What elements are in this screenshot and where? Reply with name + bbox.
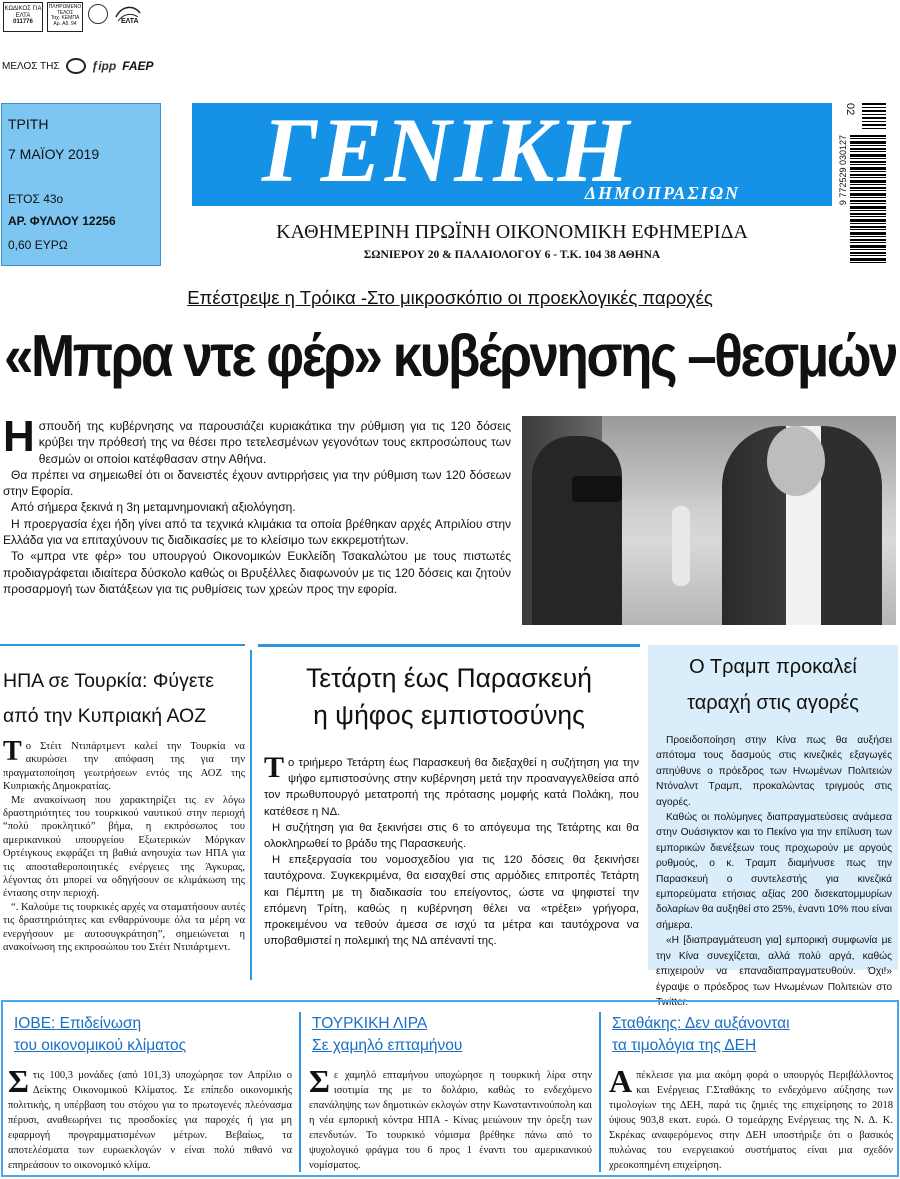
bottom-story-3-text: πέκλεισε για μια ακόμη φορά ο υπουργός Περιβάλλοντος και Ενέργειας Γ.Σταθάκης το ενδεχόμενο αύξησης των τιμολογίων της ΔΕΗ, παρά τις ζημιές της επιχείρησης το 2018 ύψους 903,8 εκατ. ευρώ. Ο τομεάρχης Ενέργειας της Ν. Δ. Κ. Σκρέκας αναφερόμενος στην ΔΕΗ υποστήριξε ότι ο βασικός πυλώνας του ενεργειακού συστήματος είναι μια σχεδόν χρεοκοπημένη επιχείρηση. [609,1070,893,1171]
bottom-story-3-body [609,1063,893,1173]
masthead-banner [192,99,832,206]
barcode-addon-bars [862,103,886,131]
bottom-story-3-paragraph [609,1063,893,1173]
barcode [840,103,890,268]
left-drop-cap: Τ [3,736,22,767]
bottom-story-1-text: τις 100,3 μονάδες (από 101,3) υποχώρησε τον Απρίλιο ο Δείκτης Οικονομικού Κλίματος. Σε επίπεδο οικονομικής πολιτικής, η υπέρβαση του στόχου για το πρωτογενές πλεόνασμα πέρυσι, αναθεωρήνει τις προσδοκίες για παροχές ή για μη εφαρμογή προγραμματισμένων μέτρων. Βεβαίως, τα αποτελέσματα των ευρωεκλογών ν είναι πολύ πιθανό να επηρεάσουν το οικονομικό κλίμα. [8,1070,292,1171]
bottom-story-1-drop-cap: Σ [8,1063,29,1099]
masthead-subtitle: ΔΗΜΟΠΡΑΣΙΩΝ [584,183,740,203]
barcode-number: 9 772529 030127 [838,135,848,206]
rule-vertical-1 [250,650,252,980]
bottom-story-3-drop-cap: Α [609,1063,633,1099]
issue-info-box [1,103,161,266]
photo-camera [572,476,622,502]
member-line [2,58,154,74]
masthead-tagline: ΚΑΘΗΜΕΡΙΝΗ ΠΡΩΪΝΗ ΟΙΚΟΝΟΜΙΚΗ ΕΦΗΜΕΡΙΔΑ [276,221,748,243]
bottom-story-1-headline-line-1: ΙΟΒΕ: Επιδείνωση [14,1015,142,1032]
right-paragraph-1: Προειδοποίηση στην Κίνα πως θα αυξήσει απότομα τους δασμούς στις κινεζικές εξαγωγές απηύθυνε ο πρόεδρος των Ηνωμένων Πολιτειών Ντόναλντ Τραμπ, προκαλώντας τριγμούς στις αγορές. [656,735,892,808]
barcode-issue-digits: 02 [844,103,856,116]
bottom-story-2-body [309,1063,592,1173]
lead-paragraph-1-text: σπουδή της κυβέρνησης να παρουσιάζει κυριακάτικα την ρύθμιση για τις 120 δόσεις κρύβει την πρόθεσή της να θέσει προ τετελεσμένων γεγονότων τους εκπροσώπους των θεσμών οι οποίοι κατέφθασαν στην Αθήνα. [38,419,511,466]
bottom-story-3-headline-line-1: Σταθάκης: Δεν αυξάνονται [612,1015,790,1032]
center-body [264,751,639,949]
lead-paragraph-4: Η προεργασία έχει ήδη γίνει από τα τεχνικά κλιμάκια τα οποία βρέθηκαν αρχές Απριλίου στην Ελλάδα για να επιταχύνουν τις διαδικασίες με το κλείσιμο των εκκρεμοτήτων. [3,516,511,548]
elta-code-value: 011776 [13,19,33,26]
trump-box [648,645,898,1008]
elta-code-stamp [3,2,43,32]
bottom-story-2-headline-line-2: Σε χαμηλό επταμήνου [312,1037,463,1054]
right-headline [648,649,898,721]
bottom-story-2-text: ε χαμηλό επταμήνου υποχώρησε η τουρκική λίρα στην ισοτιμία της με το δολάριο, καθώς το ενδεχόμενο επανάληψης των δημοτικών εκλογών στην Κωνσταντινούπολη και η νέα εμπορική κόντρα ΗΠΑ - Κίνας μειώνουν την όρεξη των επενδυτών. Το τουρκικό νόμισμα βρέθηκε πάνω από το ψυχολογικό φράγμα του 6 προς 1 έναντι του αμερικανικού νομίσματος. [309,1070,592,1171]
fipp-logo-icon [66,58,86,74]
right-headline-line-1: Ο Τραμπ προκαλεί [689,656,857,678]
issue-price: 0,60 ΕΥΡΩ [8,238,68,252]
bottom-story-2-headline-line-1: ΤΟΥΡΚΙΚΗ ΛΙΡΑ [312,1015,428,1032]
elta-code-label: ΚΩΔΙΚΟΣ ΓΙΑ ΕΛΤΑ [4,6,42,19]
right-paragraph-2: Καθώς οι πολύμηνες διαπραγματεύσεις ανάμεσα στην Ουάσιγκτον και το Πεκίνο για την επίλυση των εμπορικών διενέξεων τους προχωρούν με αργούς ρυθμούς, ο κ. Τραμπ διαμήνυσε πως την Παρασκευή ο συντελεστής για κινεζικά εμπορεύματα ετήσιας αξίας 200 δισεκατομμυρίων δολαρίων θα αυξηθεί στο 25%, έναντι 10% που είναι σήμερα. [656,812,892,931]
bottom-story-1-headline-line-2: του οικονομικού κλίματος [14,1037,187,1054]
left-paragraph-1-text: ο Στέιτ Ντιπάρτμεντ καλεί την Τουρκία να ακυρώσει την απόφαση της για την πραγματοποίηση γεωτρήσεων εντός της ΑΟΖ της Κυπριακής Δημοκρατίας. [3,741,245,793]
left-headline-line-1: ΗΠΑ σε Τουρκία: Φύγετε [3,670,214,692]
center-paragraph-1-text: ο τριήμερο Τετάρτη έως Παρασκευή θα διεξαχθεί η συζήτηση για την ψήφο εμπιστοσύνης στην κυβέρνηση μετά την προαναγγελθείσα από τον πρωθυπουργό μετατροπή της πρότασης μομφής κατά Πολάκη, που κατέθεσε η ΝΔ. [264,757,639,818]
bottom-story-2-drop-cap: Σ [309,1063,330,1099]
member-org: FAEP [122,59,154,73]
left-paragraph-1 [3,736,245,794]
member-text: ΜΕΛΟΣ ΤΗΣ [2,60,60,72]
left-body [3,736,245,955]
bottom-story-2-headline [312,1013,592,1057]
lead-drop-cap: Η [3,412,35,461]
center-paragraph-3: Η επεξεργασία του νομοσχεδίου για τις 120 δόσεις θα ξεκινήσει ταυτόχρονα. Συγκεκριμένα, θα εισαχθεί στις αρμόδιες επιτροπές Τετάρτη και Πέμπτη με τη διαδικασία του επείγοντος, ώστε να ψηφιστεί την επόμενη Τρίτη, καθώς η κυβέρνηση θέλει να «τρέξει» γρήγορα, προκειμένου να τεθούν άμεσα σε ισχύ τα μέτρα και ταυτόχρονα να υποβαθμιστεί η πολεμική της ΝΔ απέναντί της. [264,854,639,948]
right-body [656,733,892,1010]
bottom-story-1-paragraph [8,1063,292,1173]
postage-line-1: ΠΛΗΡΩΜΕΝΟ ΤΕΛΟΣ [48,4,82,16]
postage-stamp [47,2,83,32]
center-headline-line-1: Τετάρτη έως Παρασκευή [306,663,592,693]
photo-walker-bg [672,506,690,586]
center-headline-line-2: η ψήφος εμπιστοσύνης [313,700,585,730]
bottom-story-1-body [8,1063,292,1173]
center-headline [258,660,640,734]
lead-photo [522,416,896,625]
rule-left-top [0,644,245,646]
issue-date: 7 ΜΑΪΟΥ 2019 [8,146,100,162]
lead-paragraph-3: Από σήμερα ξεκινά η 3η μεταμνημονιακή αξιολόγηση. [11,500,296,515]
bottom-story-1-headline [14,1013,294,1057]
lead-headline: «Μπρα ντε φέρ» κυβέρνησης –θεσμών [3,323,897,390]
center-drop-cap: Τ [264,751,285,784]
bottom-story-3-headline-line-2: τα τιμολόγια της ΔΕΗ [612,1037,757,1054]
left-headline-line-2: από την Κυπριακή ΑΟΖ [3,705,207,727]
lead-body [3,412,511,597]
fipp-logo-mark: ƒipp [91,59,117,73]
center-paragraph-2: Η συζήτηση για θα ξεκινήσει στις 6 το απόγευμα της Τετάρτης και θα ολοκληρωθεί το βράδυ της Παρασκευής. [264,821,639,851]
seal-icon [88,4,108,24]
barcode-bars [850,135,886,265]
postage-line-2: Ταχ. ΚΕΜΠΑ [50,15,80,21]
right-headline-line-2: ταραχή στις αγορές [687,692,859,714]
bottom-story-3-headline [612,1013,892,1057]
center-paragraph-1 [264,751,639,820]
right-paragraph-3: «Η [διαπραγμάτευση για] εμπορική συμφωνία με την Κίνα συνεχίζεται, αλλά πολύ αργά, καθώς επιχειρούν να επαναδιαπραγματευθούν. Όχι!» έγραψε ο πρόεδρος των Ηνωμένων Πολιτειών στο Twitter. [656,935,892,1008]
left-paragraph-2: Με ανακοίνωση που χαρακτηρίζει τις εν λόγω δραστηριότητες του τουρκικού ναυτικού στην περιοχή “πολύ προκλητικό” βήμα, η εκπρόσωπος του αμερικανικού υπουργείου Εξωτερικών Μόργκαν Ορτέιγκους εκφράζει τη βαθιά ανησυχία των ΗΠΑ για τις αποσταθεροποιητικές ενέργειες της Άγκυρας, λέγοντας ότι μπορεί να οδηγήσουν σε κλιμάκωση της έντασης στην περιοχή. [3,794,245,900]
issue-year: ΕΤΟΣ 43ο [8,192,64,206]
photo-minister-head [767,426,825,496]
elta-logo [112,3,144,29]
postage-line-3: Αρ. Αδ. 94 [53,20,77,27]
photo-photographer [532,436,622,625]
issue-number: ΑΡ. ΦΥΛΛΟΥ 12256 [8,214,116,228]
left-headline [3,664,248,734]
left-paragraph-3: “. Καλούμε τις τουρκικές αρχές να σταματήσουν αυτές τις δραστηριότητες και ενθαρρύνουμε όλα τα μέρη να ενεργήσουν με αυτοσυγκράτηση”, σημειώνεται η ανακοίνωση της εκπροσώπου του Στέιτ Ντιπάρτμεντ. [3,901,245,954]
lead-paragraph-5: Το «μπρα ντε φέρ» του υπουργού Οικονομικών Ευκλείδη Τσακαλώτου με τους πιστωτές προδιαγράφεται ιδιαίτερα δύσκολο καθώς οι Βρυξέλλες διαφωνούν με τις 120 δόσεις και ζητούν προσαρμογή των διατάξεων για τις ρυθμίσεις των χρεών προς την εφορία. [3,549,511,596]
bottom-story-2-paragraph [309,1063,592,1173]
rule-center-top [258,644,640,647]
elta-logo-text: ΕΛΤΑ [121,18,139,25]
masthead-title: ΓΕΝΙΚΗ [262,99,633,201]
issue-day: ΤΡΙΤΗ [8,116,49,132]
rule-bottom-divider-1 [299,1012,301,1172]
lead-paragraph-1 [3,412,511,467]
lead-paragraph-2: Θα πρέπει να σημειωθεί ότι οι δανειστές έχουν αντιρρήσεις για την ρύθμιση των 120 δόσεων στην Εφορία. [3,467,511,499]
masthead-address: ΣΩΝΙΕΡΟΥ 20 & ΠΑΛΑΙΟΛΟΓΟΥ 6 - Τ.Κ. 104 38 ΑΘΗΝΑ [363,249,661,261]
lead-kicker: Επέστρεψε η Τρόικα -Στο μικροσκόπιο οι προεκλογικές παροχές [187,287,713,308]
rule-bottom-divider-2 [599,1012,601,1172]
